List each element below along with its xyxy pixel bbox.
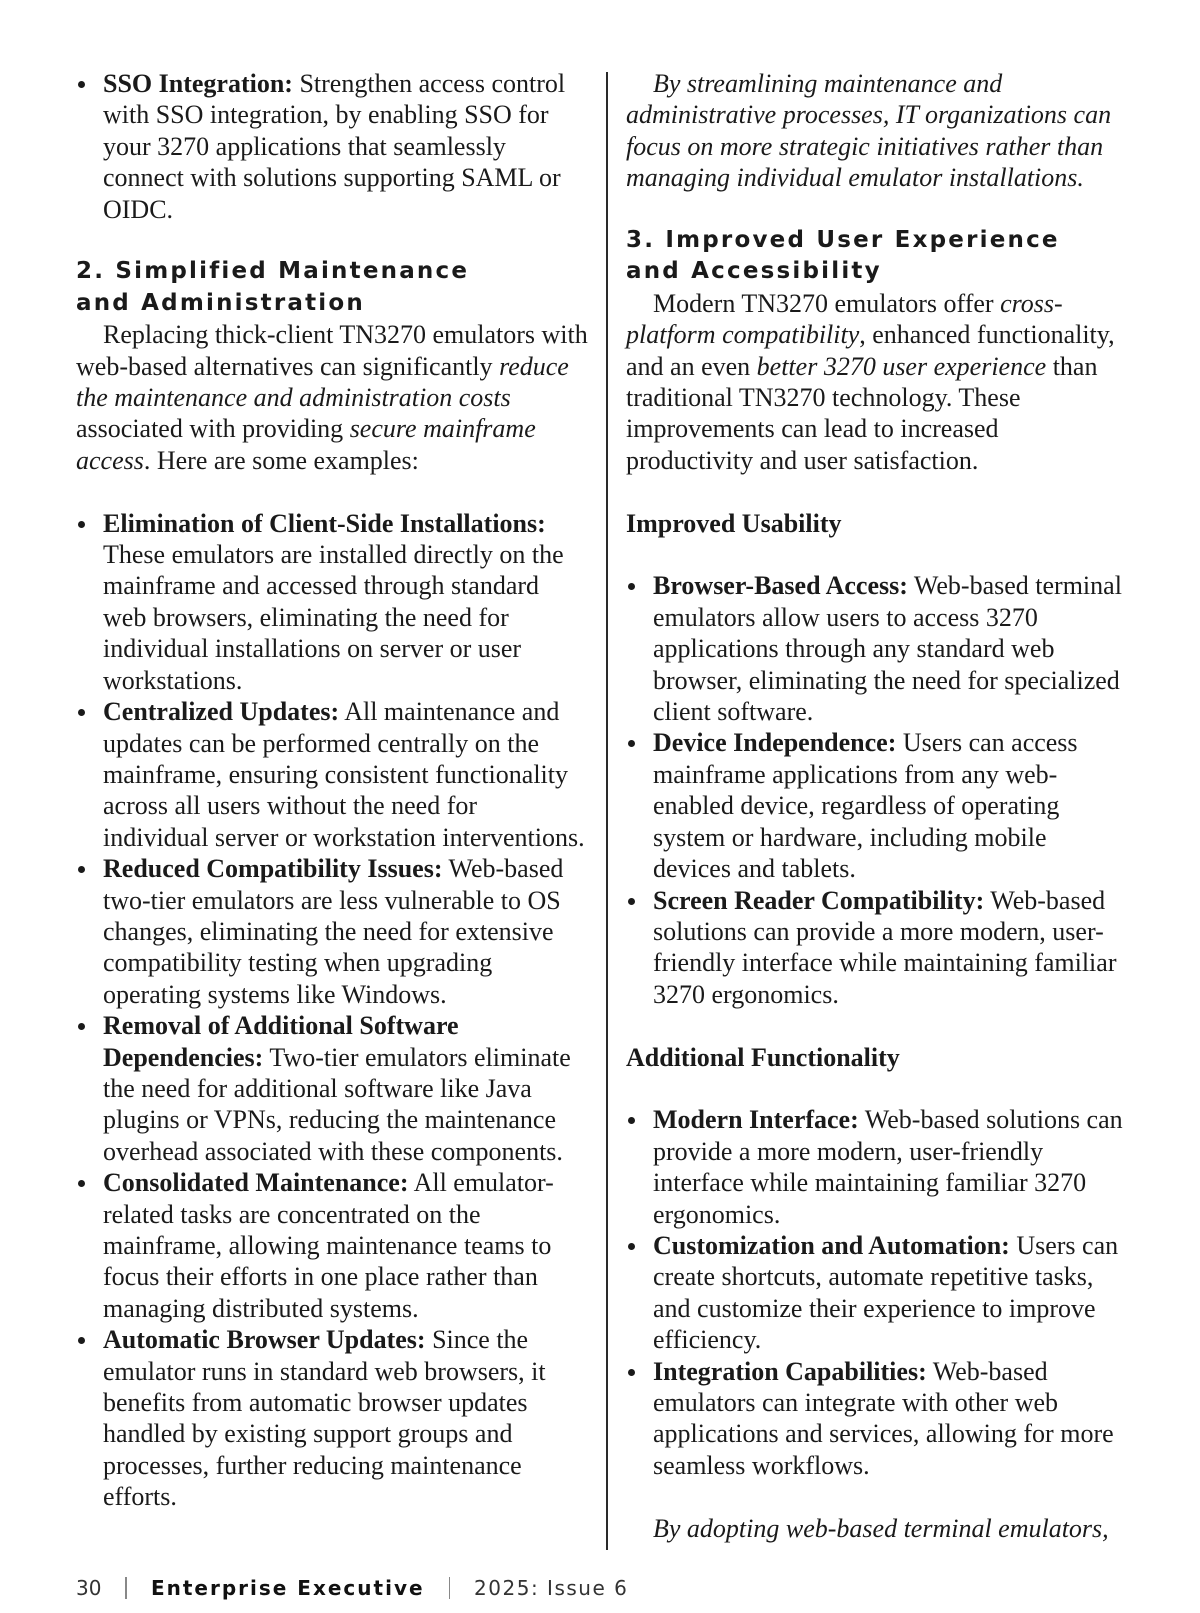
section-2-heading [76, 256, 588, 319]
intro-text: , enhanced functionality, and an even [626, 320, 1115, 381]
list-item-text: Web-based terminal emulators allow users to access 3270 applications through any standard web browser, eliminating the need for specialized client software. [653, 571, 1122, 727]
intro-emphasis: cross-platform compatibility [626, 288, 1063, 350]
list-item-title: Customization and Automation: [653, 1230, 1010, 1260]
list-item [76, 1167, 588, 1324]
usability-subheading: Improved Usability [626, 508, 842, 538]
list-item-text: Web-based emulators can integrate with other web applications and services, allowing for more seamless workflows. [653, 1356, 1114, 1480]
list-item-text: All maintenance and updates can be performed centrally on the mainframe, ensuring consistent functionality across all users without the need for individual server or workstation interventions. [103, 697, 585, 852]
list-item-title: Consolidated Maintenance: [103, 1168, 409, 1198]
list-item-title: Automatic Browser Updates: [103, 1325, 426, 1355]
intro-emphasis: better 3270 user experience [756, 351, 1047, 381]
list-item-text: These emulators are installed directly on the mainframe and accessed through standard web browsers, eliminating the need for individual installations on server or user workstations. [103, 540, 564, 695]
intro-text: Replacing thick-client TN3270 emulators with web-based alternatives can significantly [76, 320, 588, 381]
list-item-title: Modern Interface: [653, 1105, 859, 1135]
sso-list [76, 68, 588, 225]
list-item [626, 727, 1126, 884]
functionality-subheading: Additional Functionality [626, 1042, 900, 1072]
issue-label: 2025: Issue 6 [474, 1576, 629, 1600]
list-item-title: SSO Integration: [103, 69, 293, 98]
list-item-title: Device Independence: [653, 728, 897, 758]
list-item-text: All emulator-related tasks are concentrated on the mainframe, allowing maintenance teams to focus their efforts in one place rather than managing distributed systems. [103, 1168, 554, 1323]
heading-line: and Accessibility [626, 258, 882, 285]
intro-text: associated with providing [76, 414, 350, 444]
maintenance-conclusion: By streamlining maintenance and administrative processes, IT organizations can focus on more strategic initiatives rather than managing individual emulator installations. [626, 69, 1112, 193]
list-item-text: Web-based solutions can provide a more modern, user-friendly interface while maintaining familiar 3270 ergonomics. [653, 885, 1117, 1009]
list-item-title: Browser-Based Access: [653, 571, 908, 601]
magazine-title: Enterprise Executive [150, 1576, 425, 1600]
list-item-title: Reduced Compatibility Issues: [103, 854, 443, 884]
column-divider [606, 72, 608, 1550]
functionality-list [626, 1104, 1126, 1481]
section-3-intro [626, 288, 1126, 476]
list-item-title: Removal of Additional Software Dependencies: [103, 1011, 459, 1072]
intro-text: Modern TN3270 emulators offer [653, 288, 1001, 318]
list-item-text: Strengthen access control with SSO integration, by enabling SSO for your 3270 applications that seamlessly connect with solutions supporting SAML or OIDC. [103, 69, 566, 224]
list-item [76, 696, 588, 853]
intro-text: than traditional TN3270 technology. These improvements can lead to increased productivity and user satisfaction. [626, 351, 1098, 475]
right-column [626, 68, 1126, 1544]
list-item [626, 1104, 1126, 1230]
left-column [76, 68, 588, 1513]
page-footer [76, 1576, 628, 1600]
usability-list [626, 570, 1126, 1010]
list-item [76, 508, 588, 696]
list-item [626, 570, 1126, 727]
closing-text: By adopting web-based terminal emulators, [653, 1513, 1109, 1543]
list-item [76, 68, 588, 225]
intro-emphasis: reduce the maintenance and administration costs [76, 351, 569, 413]
section-3-heading [626, 225, 1126, 288]
list-item [76, 1324, 588, 1512]
intro-emphasis: secure mainframe access [76, 414, 536, 475]
list-item-text: Web-based solutions can provide a more modern, user-friendly interface while maintaining familiar 3270 ergonomics. [653, 1105, 1123, 1229]
section-2-intro [76, 319, 588, 476]
maintenance-list [76, 508, 588, 1513]
footer-separator [449, 1577, 451, 1599]
list-item [626, 1356, 1126, 1482]
heading-line: 3. Improved User Experience [626, 227, 1060, 254]
list-item-text: Users can create shortcuts, automate repetitive tasks, and customize their experience to improve efficiency. [653, 1230, 1119, 1355]
list-item [76, 1010, 588, 1167]
list-item [76, 853, 588, 1010]
list-item-text: Since the emulator runs in standard web browsers, it benefits from automatic browser updates handled by existing support groups and processes, further reducing maintenance efforts. [103, 1325, 546, 1512]
list-item [626, 1230, 1126, 1356]
list-item-text: Web-based two-tier emulators are less vulnerable to OS changes, eliminating the need for extensive compatibility testing when upgrading operating systems like Windows. [103, 854, 564, 1009]
list-item-title: Screen Reader Compatibility: [653, 885, 985, 915]
page-number: 30 [76, 1576, 102, 1600]
list-item-text: Users can access mainframe applications from any web-enabled device, regardless of operating system or hardware, including mobile devices and tablets. [653, 728, 1078, 884]
list-item-title: Elimination of Client-Side Installations: [103, 508, 546, 538]
list-item [626, 885, 1126, 1011]
heading-line: 2. Simplified Maintenance [76, 258, 470, 285]
list-item-title: Centralized Updates: [103, 697, 340, 727]
heading-line: and Administration [76, 289, 365, 316]
intro-text: . Here are some examples: [143, 445, 419, 475]
footer-separator [125, 1577, 127, 1599]
list-item-text: Two-tier emulators eliminate the need for additional software like Java plugins or VPNs, reducing the maintenance overhead associated with these components. [103, 1042, 571, 1166]
list-item-title: Integration Capabilities: [653, 1356, 927, 1386]
